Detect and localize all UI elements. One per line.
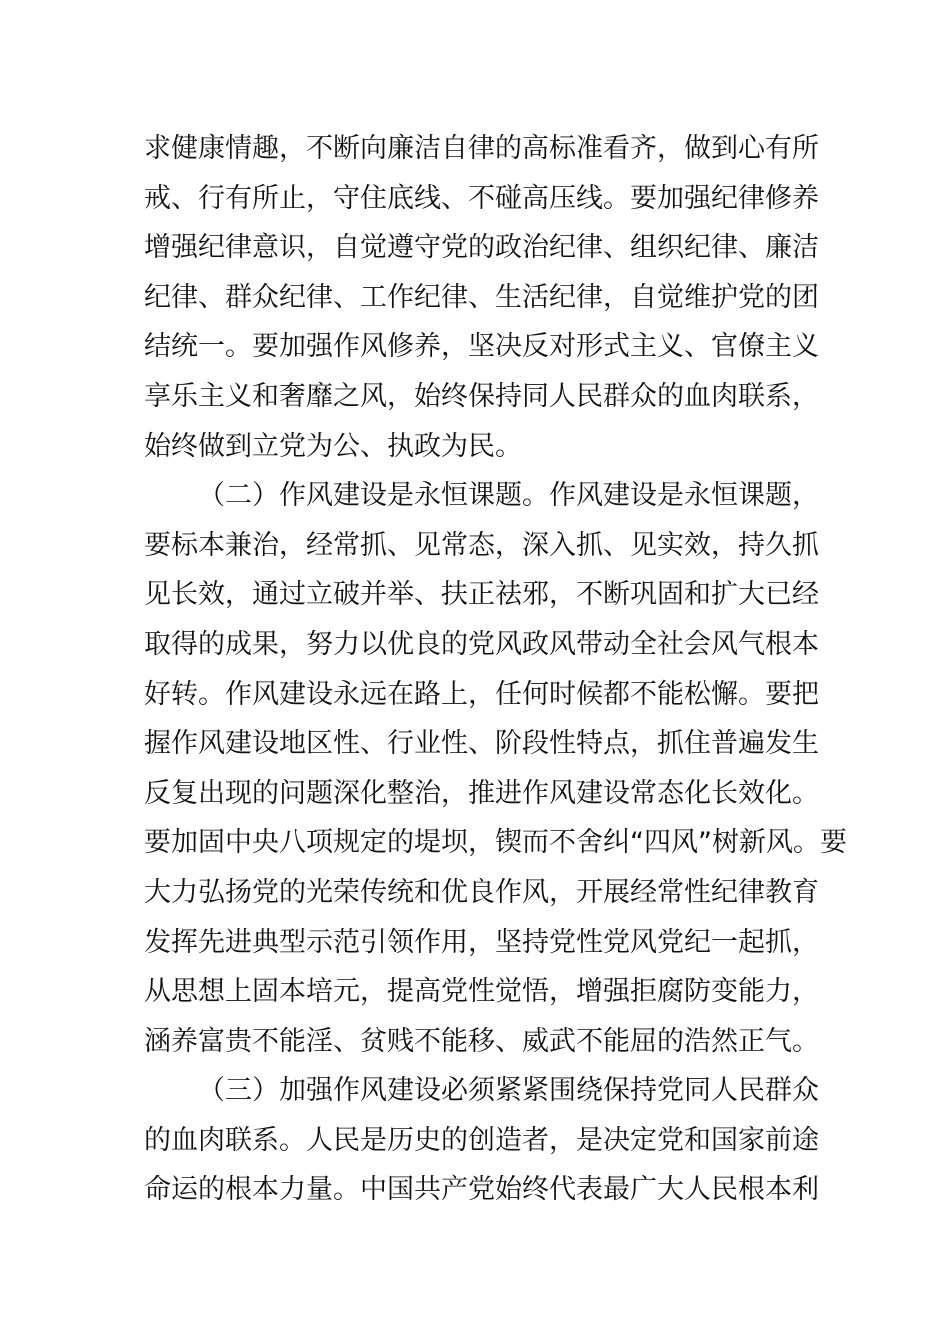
text-line: 大力弘扬党的光荣传统和优良作风，开展经常性纪律教育 — [144, 876, 819, 908]
body-text — [144, 124, 847, 1215]
text-line: 增强纪律意识，自觉遵守党的政治纪律、组织纪律、廉洁 — [144, 232, 819, 264]
section-heading-line: （三）加强作风建设必须紧紧围绕保持党同人民群众 — [198, 1075, 819, 1107]
text-line: 纪律、群众纪律、工作纪律、生活纪律，自觉维护党的团 — [144, 281, 819, 313]
paragraph-2 — [144, 471, 847, 1066]
paragraph-1 — [144, 124, 819, 471]
text-line: 涵养富贵不能淫、贫贱不能移、威武不能屈的浩然正气。 — [144, 1025, 819, 1057]
text-line: 结统一。要加强作风修养，坚决反对形式主义、官僚主义 — [144, 331, 819, 363]
text-line: 求健康情趣，不断向廉洁自律的高标准看齐，做到心有所 — [144, 133, 819, 164]
text-line: 始终做到立党为公、执政为民。 — [144, 430, 522, 462]
text-line: 见长效，通过立破并举、扶正祛邪，不断巩固和扩大已经 — [144, 579, 819, 611]
text-line: 要标本兼治，经常抓、见常态，深入抓、见实效，持久抓 — [144, 529, 819, 561]
text-line: 要加固中央八项规定的堤坝，锲而不舍纠“四风”树新风。要 — [144, 827, 847, 859]
section-heading-line: （二）作风建设是永恒课题。作风建设是永恒课题， — [198, 480, 819, 512]
text-line: 戒、行有所止，守住底线、不碰高压线。要加强纪律修养 — [144, 182, 819, 214]
text-line: 好转。作风建设永远在路上，任何时候都不能松懈。要把 — [144, 678, 819, 710]
text-line: 握作风建设地区性、行业性、阶段性特点，抓住普遍发生 — [144, 728, 819, 760]
text-line: 的血肉联系。人民是历史的创造者，是决定党和国家前途 — [144, 1124, 819, 1156]
text-line: 命运的根本力量。中国共产党始终代表最广大人民根本利 — [144, 1174, 819, 1206]
text-line: 发挥先进典型示范引领作用，坚持党性党风党纪一起抓， — [144, 926, 819, 958]
text-line: 享乐主义和奢靡之风，始终保持同人民群众的血肉联系， — [144, 380, 819, 412]
text-line: 从思想上固本培元，提高党性觉悟，增强拒腐防变能力， — [144, 976, 819, 1008]
paragraph-3 — [144, 1066, 819, 1215]
text-line: 取得的成果，努力以优良的党风政风带动全社会风气根本 — [144, 628, 819, 660]
text-line: 反复出现的问题深化整治，推进作风建设常态化长效化。 — [144, 777, 819, 809]
